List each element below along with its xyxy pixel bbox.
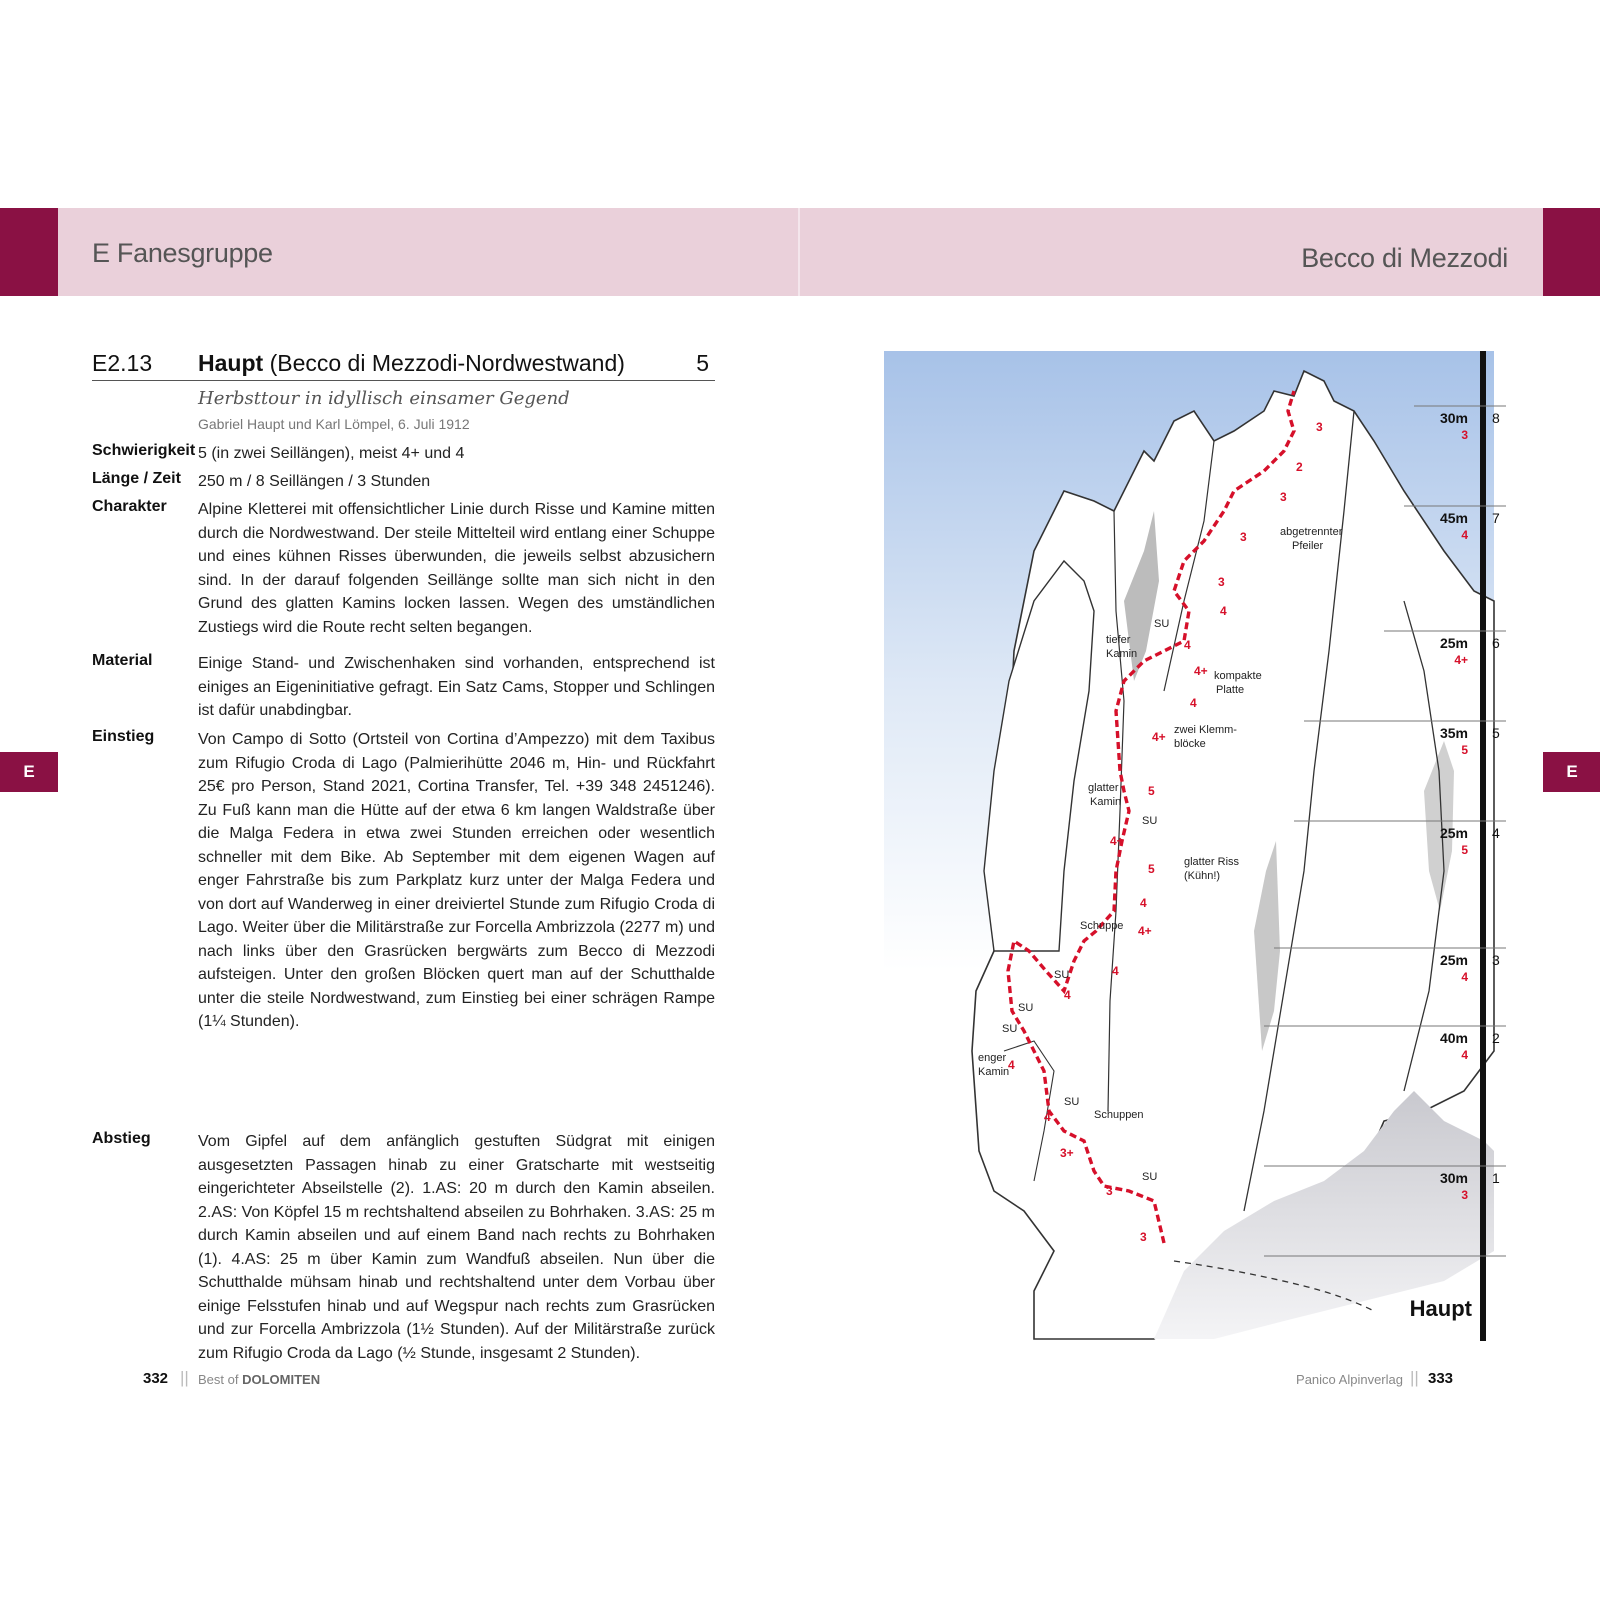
label-glatter-kamin-1: glatter [1088,782,1119,794]
route-grade-11: 5 [1148,784,1155,798]
route-grade-6: 4 [1220,604,1227,618]
pitch-2-number: 2 [1492,1030,1500,1046]
belay-label-6: SU [1064,1096,1080,1108]
pitch-4-number: 4 [1492,825,1500,841]
belay-label-7: SU [1142,1171,1158,1183]
label-pfeiler-2: Pfeiler [1292,540,1324,552]
route-grade-21: 3 [1106,1184,1113,1198]
side-tab-right: E [1543,752,1600,792]
pitch-6-length: 25m [1439,635,1468,651]
route-grade-2: 2 [1296,460,1303,474]
pitch-5-length: 35m [1439,725,1468,741]
route-grade-7: 4 [1184,638,1191,652]
info-label-material: Material [92,652,153,669]
pitch-2-grade: 4 [1461,1048,1468,1062]
scale-bar [1480,351,1486,1341]
page-number-left: 332 [143,1370,169,1387]
footer-book-prefix: Best of [198,1372,239,1387]
route-grade: 5 [696,350,709,376]
belay-label-3: SU [1054,969,1070,981]
belay-label-5: SU [1002,1023,1018,1035]
label-enger-1: enger [978,1052,1007,1064]
route-grade-9: 4 [1190,696,1197,710]
info-text-einstieg: Von Campo di Sotto (Ortsteil von Cortina d’Ampezzo) mit dem Taxibus zum Rifugio Croda di Lago (Palmierihütte 2046 m, Hin- und Rückfahrt 25€ pro Person, Stand 2021, Cortina Transfer, Tel. +39 348 2451246). Zu Fuß kann man die Hütte auf der etwa 6 km langen Waldstraße über die Malga Federa in etwa zwei Stunden erreichen oder wesentlich schneller mit dem Bike. Ab September mit dem eigenen Wagen auf enger Fahrstraße bis zum Parkplatz kurz unter der Malga Federa und von dort auf Wanderweg in einer dreiviertel Stunde zum Rifugio Croda di Lago. Weiter über die Militärstraße zur Forcella Ambrizzola (2277 m) und nach links über den Grasrücken bergwärts zum Becco di Mezzodi aufsteigen. Unter den großen Blöcken quert man auf der Schutthalde unter die steile Nordwestwand, zum Einstieg bei einer schrägen Rampe (1¼ Stunden). [198,731,715,1030]
label-tiefer-2: Kamin [1106,648,1138,660]
info-text-abstieg: Vom Gipfel auf dem anfänglich gestuften Südgrat mit einigen ausgesetzten Passagen hinab zu einer Gratscharte mit westseitig eingerichteter Abseilstelle (2). 1.AS: 20 m durch den Kamin abseilen. 2.AS: Von Köpfel 15 m rechtshaltend abseilen zu Bohrhaken. 3.AS: 25 m durch Kamin abseilen und auf einem Band nach rechts zu Bohrhaken (1). 4.AS: 25 m über Kamin zum Wandfuß abseilen. Nun über die Schutthalde mühsam hinab und rechtshaltend unter dem Vorbau über einige Felsstufen hinab und auf Wegspur nach rechts zum Grasrücken und zur Forcella Ambrizzola (1½ Stunden). Auf der Militärstraße zurück zum Rifugio Croda da Lago (½ Stunde, insgesamt 2 Stunden). [198,1133,715,1362]
belay-label-2: SU [1142,815,1158,827]
route-grade-4: 3 [1240,530,1247,544]
route-grade-22: 3 [1140,1230,1147,1244]
page-number-right: 333 [1428,1370,1454,1387]
footer-separator-left: || [180,1368,189,1387]
side-tab-left: E [0,752,58,792]
header-tab-left [0,208,58,296]
route-name [198,350,625,377]
pitch-8-length: 30m [1439,410,1468,426]
info-text-laenge: 250 m / 8 Seillängen / 3 Stunden [198,473,431,490]
route-grade-1: 3 [1316,420,1323,434]
route-name-main: Haupt [198,350,264,376]
pitch-1-number: 1 [1492,1170,1500,1186]
label-glatter-kamin-2: Kamin [1090,796,1122,808]
chapter-title: E Fanesgruppe [92,238,273,268]
label-schuppen: Schuppen [1094,1109,1144,1121]
pitch-8-grade: 3 [1461,428,1468,442]
belay-label-1: SU [1154,618,1170,630]
pitch-5-number: 5 [1492,725,1500,741]
info-text-charakter: Alpine Kletterei mit offensichtlicher Linie durch Risse und Kamine mitten durch die Nordwestwand. Der steile Mittelteil wird entlang einer Schuppe und eines kühnen Risses überwunden, die jeweils selbst abzusichern sind. In der darauf folgenden Seillänge sollte man sich nicht in den Grund des glatten Kamins locken lassen. Wegen des umständlichen Zustiegs wird die Route recht selten begangen. [198,501,715,636]
label-glatter-riss-1: glatter Riss [1184,856,1240,868]
info-label-einstieg: Einstieg [92,728,155,745]
route-grade-15: 4+ [1138,924,1152,938]
route-grade-19: 4 [1044,1110,1051,1124]
label-pfeiler-1: abgetrennter [1280,526,1343,538]
footer-book-bold: DOLOMITEN [242,1372,321,1387]
info-text-material: Einige Stand- und Zwischenhaken sind vorhanden, entsprechend ist einiges an Eigeninitiative gefragt. Ein Satz Cams, Stopper und Schlingen ist dafür unabdingbar. [198,655,715,719]
route-grade-3: 3 [1280,490,1287,504]
footer-publisher: Panico Alpinverlag [1296,1372,1403,1387]
route-grade-16: 4 [1112,964,1119,978]
route-number: E2.13 [92,350,153,376]
pitch-7-grade: 4 [1461,528,1468,542]
route-grade-10: 4+ [1152,730,1166,744]
route-subtitle: Herbsttour in idyllisch einsamer Gegend [198,388,570,409]
info-label-laenge: Länge / Zeit [92,470,181,487]
topo-route-label: Haupt [1409,1296,1472,1321]
pitch-4-length: 25m [1439,825,1468,841]
pitch-6-number: 6 [1492,635,1500,651]
route-grade-13: 5 [1148,862,1155,876]
info-label-abstieg: Abstieg [92,1130,151,1147]
pitch-7-number: 7 [1492,510,1500,526]
pitch-7-length: 45m [1439,510,1468,526]
pitch-3-grade: 4 [1461,970,1468,984]
label-klemm-2: blöcke [1174,738,1206,750]
pitch-3-length: 25m [1439,952,1468,968]
first-ascent: Gabriel Haupt und Karl Lömpel, 6. Juli 1912 [198,416,470,432]
route-grade-20: 3+ [1060,1146,1074,1160]
route-name-detail: (Becco di Mezzodi-Nordwestwand) [269,350,625,376]
header-tab-right [1543,208,1600,296]
pitch-8-number: 8 [1492,410,1500,426]
pitch-1-grade: 3 [1461,1188,1468,1202]
label-enger-2: Kamin [978,1066,1010,1078]
info-label-charakter: Charakter [92,498,167,515]
mountain-title: Becco di Mezzodi [1301,243,1508,273]
route-grade-5: 3 [1218,575,1225,589]
route-grade-18: 4 [1008,1058,1015,1072]
pitch-2-length: 40m [1439,1030,1468,1046]
pitch-5-grade: 5 [1461,743,1468,757]
label-tiefer-1: tiefer [1106,634,1131,646]
footer-separator-right: || [1410,1368,1419,1387]
info-text-schwierigkeit: 5 (in zwei Seillängen), meist 4+ und 4 [198,445,465,462]
route-topo [884,351,1506,1341]
label-klemm-1: zwei Klemm- [1174,724,1237,736]
pitch-3-number: 3 [1492,952,1500,968]
label-kompakte-2: Platte [1216,684,1245,696]
pitch-1-length: 30m [1439,1170,1468,1186]
route-grade-14: 4 [1140,896,1147,910]
route-grade-17: 4 [1064,988,1071,1002]
pitch-6-grade: 4+ [1454,653,1468,667]
pitch-4-grade: 5 [1461,843,1468,857]
footer-book-title [198,1372,320,1387]
route-heading [92,350,715,381]
info-label-schwierigkeit: Schwierigkeit [92,442,196,459]
label-kompakte-1: kompakte [1214,670,1262,682]
route-grade-8: 4+ [1194,664,1208,678]
label-glatter-riss-2: (Kühn!) [1184,870,1221,882]
label-schuppe: Schuppe [1080,920,1124,932]
belay-label-4: SU [1018,1002,1034,1014]
route-grade-12: 4+ [1110,834,1124,848]
